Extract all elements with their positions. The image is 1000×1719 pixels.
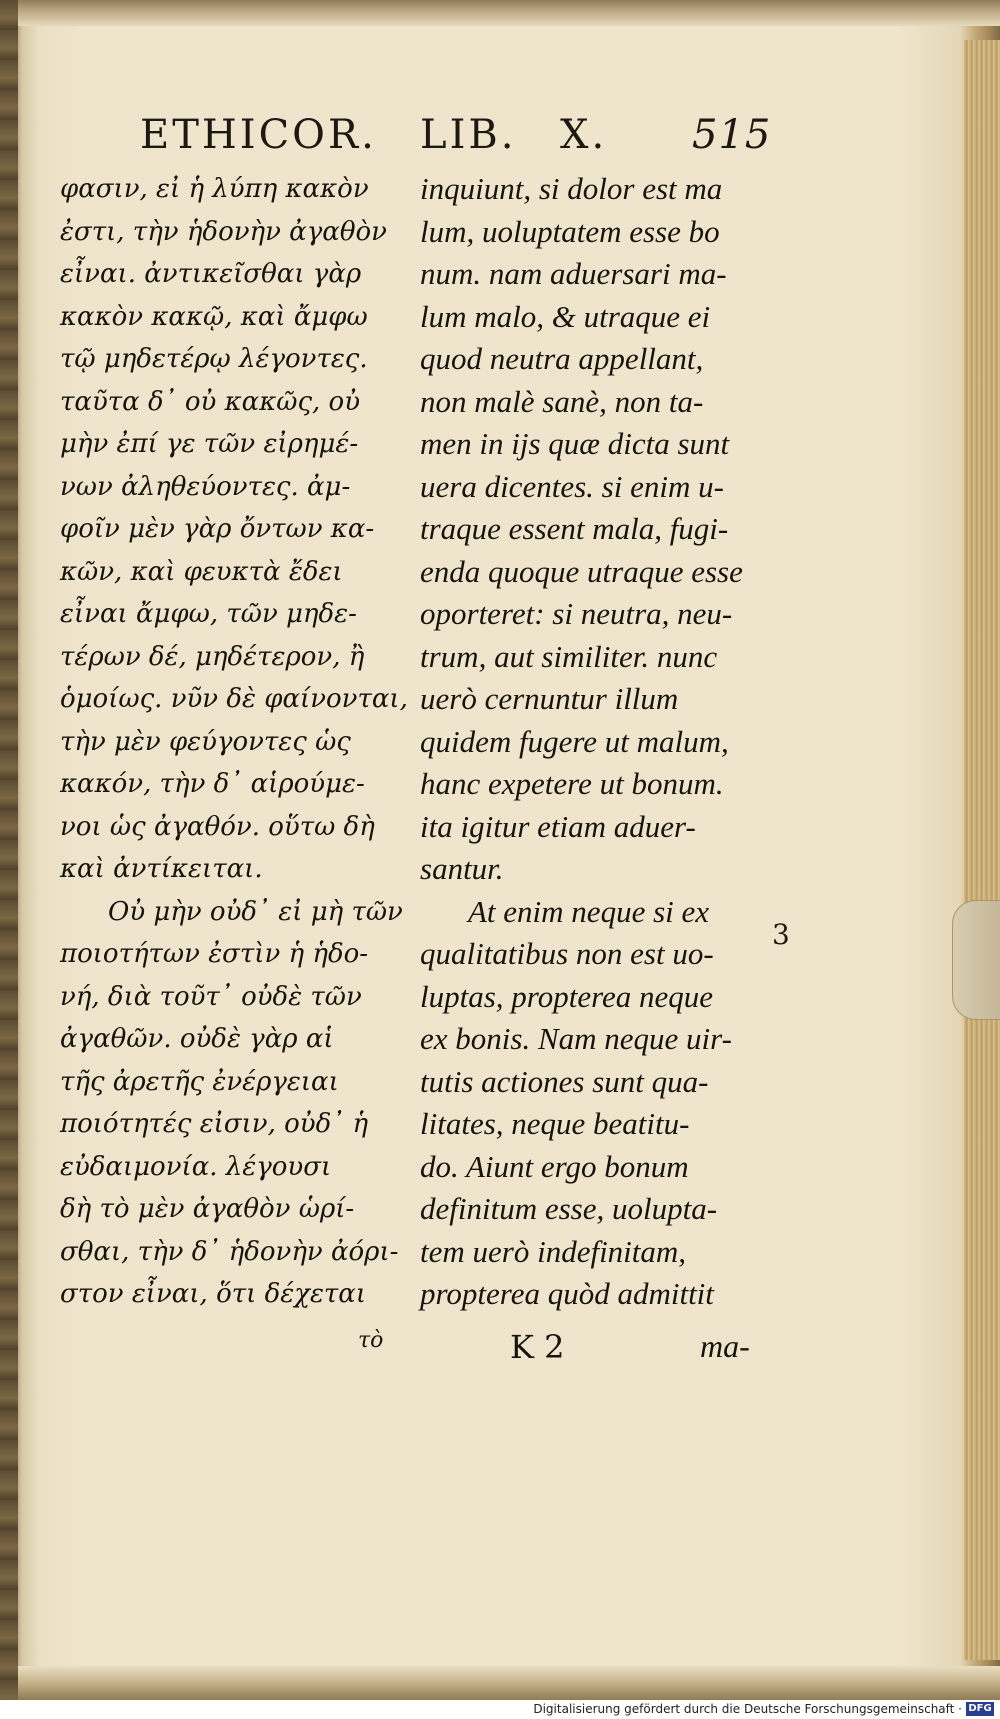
greek-text-line: νων ἀληθεύοντες. ἀμ-	[60, 471, 351, 502]
latin-text-line: uerò cernuntur illum	[420, 681, 679, 716]
greek-text-line: Οὐ μὴν οὐδ᾽ εἰ μὴ τῶν	[108, 896, 403, 927]
greek-text-line: ποιοτήτων ἐστὶν ἡ ἡδο-	[60, 939, 369, 969]
page-number: 515	[692, 112, 772, 158]
latin-text-line: oporteret: si neutra, neu-	[420, 596, 733, 631]
latin-text-line: luptas, propterea neque	[420, 978, 714, 1014]
greek-text-line: νή, διὰ τοῦτ᾽ οὐδὲ τῶν	[60, 981, 362, 1012]
latin-text-line: trum, aut similiter. nunc	[420, 638, 718, 674]
latin-text-line: do. Aiunt ergo bonum	[420, 1148, 689, 1184]
latin-text-line: num. nam aduersari ma-	[420, 256, 727, 291]
catchword-greek: τὸ	[358, 1328, 384, 1353]
page-fore-edge	[964, 40, 1000, 1660]
latin-text-line: quidem fugere ut malum,	[420, 723, 729, 759]
greek-text-line: νοι ὡς ἀγαθόν. οὕτω δὴ	[60, 811, 375, 842]
greek-text-line: κῶν, καὶ φευκτὰ ἔδει	[60, 556, 343, 587]
greek-text-line: φοῖν μὲν γὰρ ὄντων κα-	[60, 514, 375, 544]
binding-edge	[0, 0, 18, 1700]
latin-text-line: inquiunt, si dolor est ma	[420, 171, 723, 206]
signature-mark: K 2	[510, 1328, 565, 1366]
greek-text-line: δὴ τὸ μὲν ἀγαθὸν ὡρί-	[60, 1194, 355, 1224]
latin-text-line: ex bonis. Nam neque uir-	[420, 1021, 732, 1056]
latin-text-line: propterea quòd admittit	[420, 1276, 714, 1311]
greek-text-line: κακόν, τὴν δ᾽ αἱρούμε-	[60, 769, 365, 799]
latin-text-line: enda quoque utraque esse	[420, 553, 743, 589]
catchword-latin: ma-	[700, 1328, 750, 1364]
latin-text-line: tem uerò indefinitam,	[420, 1233, 687, 1269]
greek-text-line: φασιν, εἰ ἡ λύπη κακὸν	[60, 174, 369, 204]
page-bottom-edge	[0, 1666, 1000, 1700]
margin-note: 3	[772, 918, 790, 951]
greek-column	[60, 168, 420, 1316]
book-label: LIB.	[420, 112, 517, 158]
greek-text-line: καὶ ἀντίκειται.	[60, 854, 263, 884]
latin-text-line: lum malo, & utraque ei	[420, 298, 711, 334]
latin-text-line: quod neutra appellant,	[420, 341, 704, 376]
greek-text-line: ἐστι, τὴν ἡδονὴν ἀγαθὸν	[60, 216, 387, 247]
greek-text-line: τῷ μηδετέρῳ λέγοντες.	[60, 344, 368, 374]
book-number: X.	[560, 112, 608, 158]
greek-text-line: ἀγαθῶν. οὐδὲ γὰρ αἱ	[60, 1024, 334, 1054]
greek-text-line: τὴν μὲν φεύγοντες ὡς	[60, 726, 351, 757]
latin-text-line: santur.	[420, 851, 504, 886]
greek-text-line: ὁμοίως. νῦν δὲ φαίνονται,	[60, 684, 408, 714]
greek-text-line: στον εἶναι, ὅτι δέχεται	[60, 1279, 367, 1309]
greek-text-line: τῆς ἀρετῆς ἐνέργειαι	[60, 1066, 339, 1097]
latin-column	[420, 168, 780, 1316]
greek-text-line: κακὸν κακῷ, καὶ ἄμφω	[60, 301, 368, 332]
latin-text-line: lum, uoluptatem esse bo	[420, 213, 720, 249]
latin-text-line: definitum esse, uolupta-	[420, 1191, 718, 1226]
dfg-logo: DFG	[966, 1702, 994, 1716]
footer-credit: Digitalisierung gefördert durch die Deutsche Forschungsgemeinschaft ·	[533, 1702, 962, 1716]
greek-text-line: ταῦτα δ᾽ οὐ κακῶς, οὐ	[60, 386, 361, 417]
greek-text-line: μὴν ἐπί γε τῶν εἰρημέ-	[60, 429, 359, 459]
running-title: ETHICOR.	[140, 112, 377, 158]
greek-text-line: εὐδαιμονία. λέγουσι	[60, 1151, 332, 1182]
page-top-edge	[0, 0, 1000, 26]
greek-text-line: εἶναι. ἀντικεῖσθαι γὰρ	[60, 259, 362, 289]
greek-text-line: σθαι, τὴν δ᾽ ἡδονὴν ἀόρι-	[60, 1236, 399, 1267]
latin-text-line: tutis actiones sunt qua-	[420, 1063, 709, 1099]
latin-text-line: traque essent mala, fugi-	[420, 511, 729, 546]
latin-text-line: uera dicentes. si enim u-	[420, 468, 724, 504]
latin-text-line: At enim neque si ex	[468, 893, 710, 929]
footer	[0, 1700, 1000, 1719]
latin-text-line: men in ijs quæ dicta sunt	[420, 426, 730, 461]
latin-text-line: non malè sanè, non ta-	[420, 383, 704, 419]
greek-text-line: τέρων δέ, μηδέτερον, ἢ	[60, 641, 365, 672]
latin-text-line: litates, neque beatitu-	[420, 1106, 690, 1141]
greek-text-line: εἶναι ἄμφω, τῶν μηδε-	[60, 599, 357, 629]
page-tab	[952, 900, 1000, 1020]
latin-text-line: qualitatibus non est uo-	[420, 936, 714, 971]
greek-text-line: ποιότητές εἰσιν, οὐδ᾽ ἡ	[60, 1109, 369, 1139]
latin-text-line: hanc expetere ut bonum.	[420, 766, 724, 801]
latin-text-line: ita igitur etiam aduer-	[420, 808, 696, 844]
